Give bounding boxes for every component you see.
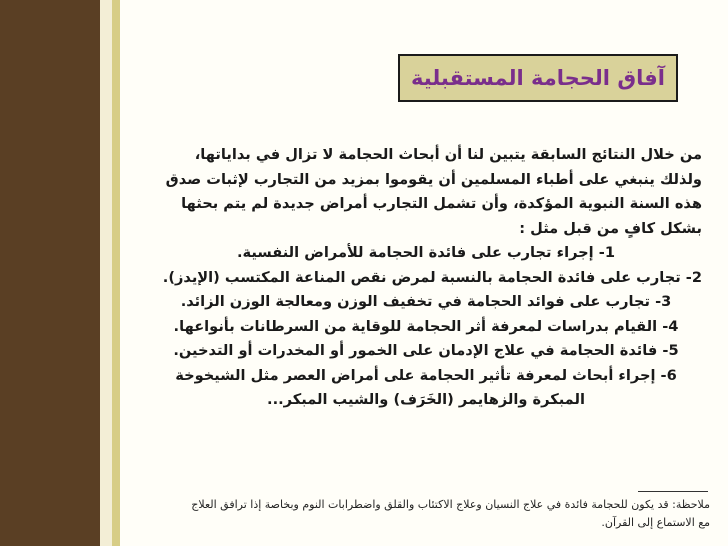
decorative-gap (100, 0, 112, 546)
list-item-6-continued: المبكرة والزهايمر (الخَرَف) والشيب المبكر... (267, 391, 585, 408)
slide-body (150, 143, 702, 413)
footnote-line: مع الاستماع إلى القرآن. (601, 516, 710, 529)
list-item-1: 1- إجراء تجارب على فائدة الحجامة للأمراض النفسية. (237, 244, 615, 261)
footnote-separator (638, 491, 708, 492)
list-item-2: 2- تجارب على فائدة الحجامة بالنسبة لمرض نقص المناعة المكتسب (الإيدز). (162, 268, 702, 286)
footnote (140, 496, 710, 532)
slide-title: آفاق الحجامة المستقبلية (411, 66, 665, 90)
footnote-line: ملاحظة: قد يكون للحجامة فائدة في علاج النسيان وعلاج الاكتئاب والقلق واضطرابات النوم وبخاصة إذا ترافق العلاج (191, 498, 710, 511)
list-item-5: 5- فائدة الحجامة في علاج الإدمان على الخمور أو المخدرات أو التدخين. (173, 342, 679, 359)
list-item-6: 6- إجراء أبحاث لمعرفة تأثير الحجامة على أمراض العصر مثل الشيخوخة (175, 366, 677, 384)
list-item-3: 3- تجارب على فوائد الحجامة في تخفيف الوزن ومعالجة الوزن الزائد. (180, 293, 672, 310)
list-item-4: 4- القيام بدراسات لمعرفة أثر الحجامة للوقاية من السرطانات بأنواعها. (173, 317, 679, 335)
left-decorative-band (0, 0, 100, 546)
gold-decorative-stripe (112, 0, 120, 546)
body-line: بشكل كافٍ من قبل مثل : (519, 219, 702, 237)
body-line: ولذلك ينبغي على أطباء المسلمين أن يقوموا بمزيد من التجارب لإثبات صدق (165, 170, 702, 188)
body-line: هذه السنة النبوية المؤكدة، وأن تشمل التجارب أمراض جديدة لم يتم بحثها (181, 195, 702, 212)
body-line: من خلال النتائج السابقة يتبين لنا أن أبحاث الحجامة لا تزال في بداياتها، (194, 146, 702, 163)
